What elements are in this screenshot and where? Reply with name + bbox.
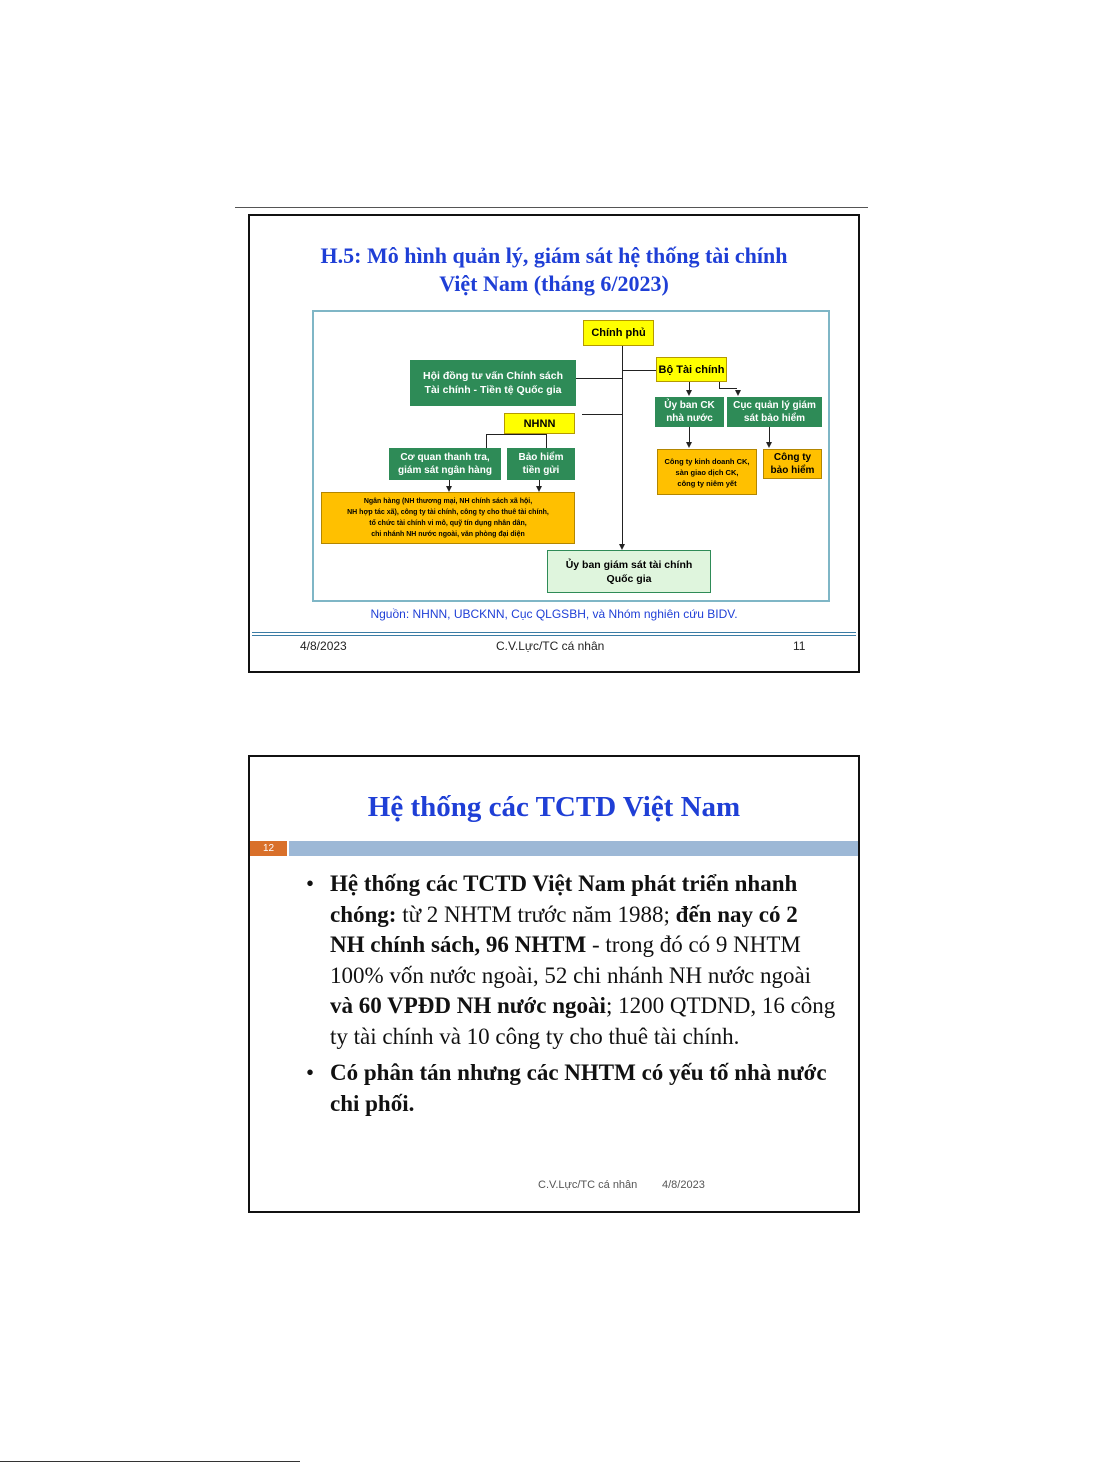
bullet-list [306, 869, 836, 1125]
footer-rule [252, 635, 856, 636]
connector-line [582, 414, 622, 415]
connector-line [719, 388, 737, 389]
bullet-text-bold: đến nay có 2 NH chính sách, 96 NHTM [330, 901, 798, 957]
box-cuc-quan-ly-giam-sat: Cục quản lý giám sát bảo hiểm [727, 397, 822, 427]
org-diagram [312, 310, 830, 602]
box-uy-ban-giam-sat: Ủy ban giám sát tài chính Quốc gia [547, 550, 711, 593]
arrow-head [686, 390, 692, 396]
bullet-text-bold: Có phân tán nhưng các NHTM có yếu tố nhà nước chi phối. [330, 1060, 827, 1116]
header-band [289, 841, 858, 856]
connector-line [622, 344, 623, 548]
footer-author: C.V.Lực/TC cá nhân [496, 639, 605, 653]
bullet-item [306, 1058, 836, 1119]
bullet-text-bold: và 60 VPĐD NH nước ngoài [330, 993, 606, 1018]
title-line-1: H.5: Mô hình quản lý, giám sát hệ thống tài chính [320, 243, 788, 268]
slide-12 [248, 755, 860, 1213]
page-top-rule [235, 207, 868, 208]
footer-rule [252, 632, 856, 633]
box-hoi-dong-tu-van: Hội đồng tư vấn Chính sách Tài chính - Tiền tệ Quốc gia [410, 360, 576, 406]
title-line-2: Việt Nam (tháng 6/2023) [439, 271, 669, 296]
bullet-text-bold: Hệ thống các TCTD Việt Nam phát triển nhanh chóng: [330, 871, 798, 927]
slide-title [250, 242, 858, 298]
box-bo-tai-chinh: Bộ Tài chính [656, 357, 727, 382]
page-bottom-rule [0, 1461, 300, 1462]
box-co-quan-thanh-tra: Cơ quan thanh tra, giám sát ngân hàng [389, 448, 501, 480]
arrow-head [766, 442, 772, 448]
connector-line [576, 378, 622, 379]
arrow-head [686, 442, 692, 448]
box-chinh-phu: Chính phủ [583, 320, 654, 346]
box-cong-ty-ck: Công ty kinh doanh CK, sàn giao dịch CK, công ty niêm yết [657, 449, 757, 495]
bullet-text: ; 1200 QTDND, 16 công ty tài chính và 10 công ty cho thuê tài chính. [330, 993, 836, 1049]
box-cong-ty-bao-hiem: Công ty bảo hiểm [763, 449, 822, 479]
slide-title: Hệ thống các TCTD Việt Nam [367, 791, 741, 823]
source-note: Nguồn: NHNN, UBCKNN, Cục QLGSBH, và Nhóm nghiên cứu BIDV. [370, 607, 738, 621]
slide-11 [248, 214, 860, 673]
bullet-item [306, 869, 836, 1052]
box-bao-hiem-tien-gui: Bảo hiểm tiền gửi [507, 448, 575, 480]
bullet-text: - trong đó có 9 NHTM 100% vốn nước ngoài, 52 chi nhánh NH nước ngoài [330, 932, 812, 988]
box-nhnn: NHNN [504, 413, 575, 434]
connector-line [769, 424, 770, 444]
box-uy-ban-ck: Ủy ban CK nhà nước [655, 397, 724, 427]
footer-date: 4/8/2023 [662, 1179, 705, 1191]
connector-line [486, 434, 546, 435]
arrow-head [735, 390, 741, 396]
footer-page-number: 11 [793, 639, 806, 653]
footer-date: 4/8/2023 [300, 639, 347, 653]
slide-number-badge: 12 [250, 841, 287, 856]
connector-line [486, 434, 487, 448]
bullet-text: từ 2 NHTM trước năm 1988; [396, 901, 676, 927]
footer-author: C.V.Lực/TC cá nhân [538, 1179, 638, 1191]
connector-line [622, 370, 656, 371]
connector-line [689, 424, 690, 444]
box-ngan-hang: Ngân hàng (NH thương mại, NH chính sách xã hội, NH hợp tác xã), công ty tài chính, công ty cho thuê tài chính, tổ chức tài chính vi mô, quỹ tín dụng nhân dân, chi nhánh NH nước ngoài, văn phòng đại diện [321, 492, 575, 544]
